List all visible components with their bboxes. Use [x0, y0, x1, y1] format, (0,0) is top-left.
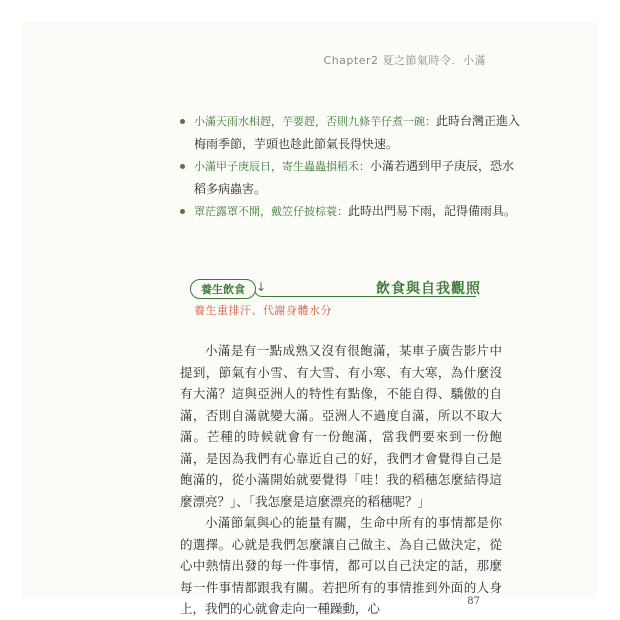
proverb-saying: 小滿天雨水相趕，芋要趕，否則九條芋仔煮一碗： [194, 115, 436, 128]
proverb-item [180, 155, 520, 200]
body-text [180, 340, 502, 620]
bullet-dot-icon [180, 164, 185, 169]
proverb-item [180, 110, 520, 155]
proverb-explanation: 此時台灣正進入梅雨季節，芋頭也趁此節氣長得快速。 [194, 114, 521, 151]
body-paragraph: 小滿節氣與心的能量有關，生命中所有的事情都是你的選擇。心就是我們怎麼讓自己做主、為自己做決定，從心中熱情出發的每一件事情，都可以自己決定的話，那麼每一件事情都跟我有關。若把所有的事情推到外面的人身上，我們的心就會走向一種躁動，心 [180, 515, 502, 616]
section-title: 飲食與自我觀照 [376, 281, 481, 297]
arrow-down-icon: ↓ [256, 280, 267, 294]
book-page [22, 22, 598, 616]
section-header [180, 276, 490, 322]
page-number: 87 [467, 596, 480, 607]
body-paragraph: 小滿是有一點成熟又沒有很飽滿，某車子廣告影片中提到，節氣有小雪、有大雪、有小寒、有大寒，為什麼沒有大滿？這與亞洲人的特性有點像，不能自得、驕傲的自滿，否則自滿就變大滿。亞洲人不過度自滿，所以不取大滿。芒種的時候就會有一份飽滿，當我們要來到一份飽滿，是因為我們有心靠近自己的好，我們才會覺得自己是飽滿的，從小滿開始就要覺得「哇！我的稻穗怎麼結得這麼漂亮？」、「我怎麼是這麼漂亮的稻穗呢？」 [180, 343, 502, 509]
bullet-dot-icon [180, 209, 185, 214]
proverb-explanation: 小滿若遇到甲子庚辰，恐水稻多病蟲害。 [194, 159, 515, 196]
section-subtitle: 養生重排汗、代謝身體水分 [194, 304, 332, 317]
proverb-item [180, 200, 520, 223]
running-head: Chapter2 夏之節氣時令．小滿 [323, 54, 486, 67]
section-tag: 養生飲食 [190, 279, 256, 299]
proverb-explanation: 此時出門易下雨，記得備雨具。 [348, 204, 517, 218]
proverb-list [180, 110, 520, 223]
bullet-dot-icon [180, 119, 185, 124]
proverb-saying: 罩茫露罩不開，戴笠仔披棕蓑： [194, 205, 348, 218]
proverb-saying: 小滿甲子庚辰日，寄生蟲蟲損稻禾： [194, 160, 370, 173]
